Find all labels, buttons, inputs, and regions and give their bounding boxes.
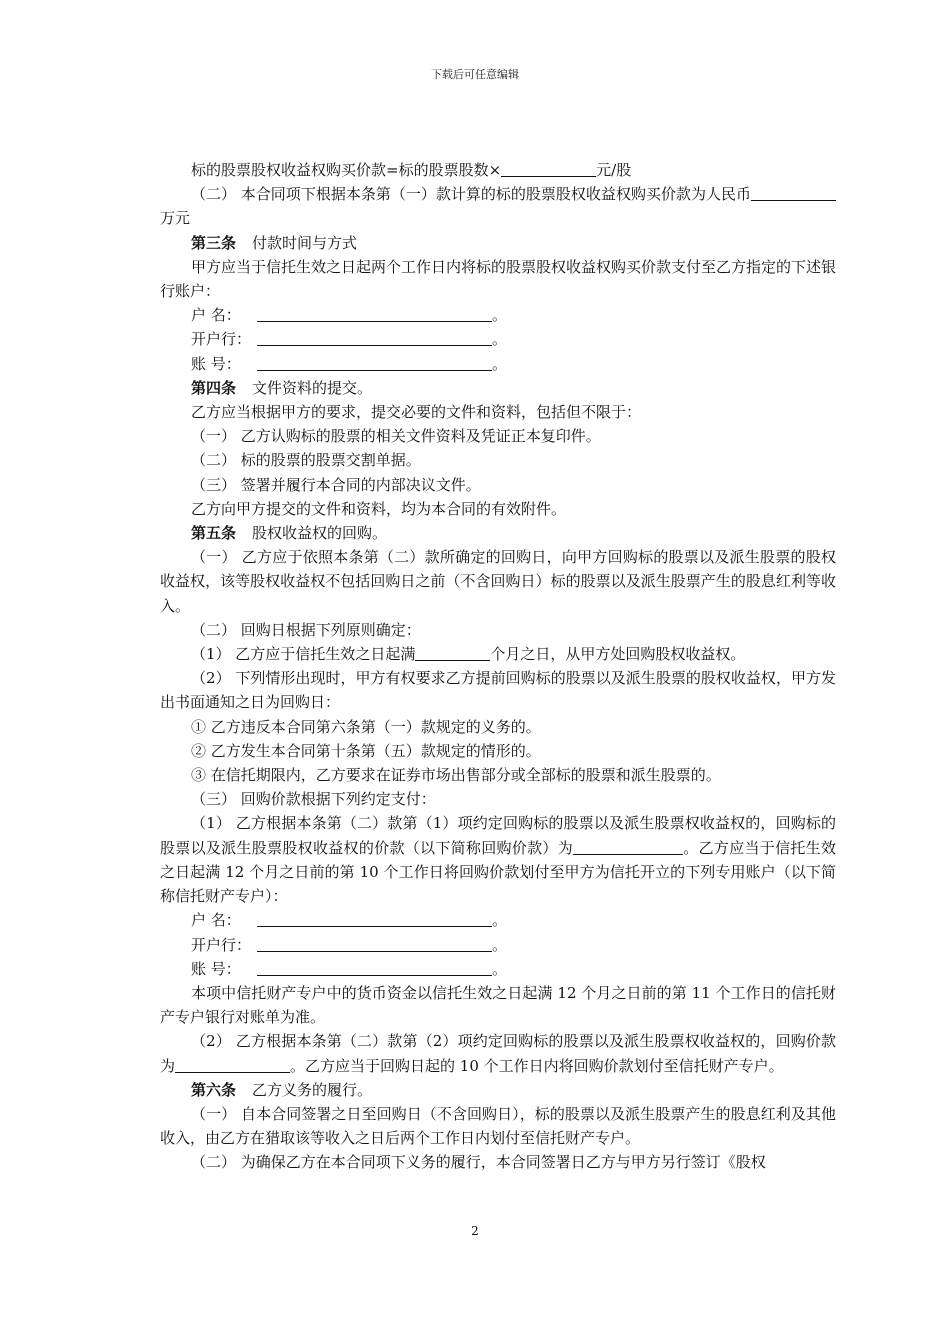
account-name-label: 户 名：: [191, 306, 241, 325]
article-4-number: 第四条: [191, 378, 237, 397]
blank-total-price[interactable]: [751, 184, 836, 201]
period: 。: [492, 306, 508, 325]
blank-account-number[interactable]: [257, 354, 492, 371]
period: 。: [492, 959, 508, 978]
article-4-title: 文件资料的提交。: [252, 378, 373, 397]
early-price-text-end: 。乙方应当于回购日起的 10 个工作日内将回购价款划付至信托财产专户。: [290, 1056, 784, 1075]
blank-trust-account-name[interactable]: [257, 910, 492, 927]
total-price-unit: 万元: [160, 209, 191, 228]
bank-line: [160, 327, 836, 351]
account-name-label: 户 名：: [191, 911, 241, 930]
blank-repurchase-price[interactable]: [573, 838, 683, 855]
trust-account-note: 本项中信托财产专户中的货币资金以信托生效之日起满 12 个月之日前的第 11 个工作日的信托财产专户银行对账单为准。: [160, 983, 836, 1027]
blank-price-per-share[interactable]: [501, 160, 596, 177]
trust-bank-line: [160, 933, 836, 957]
account-name-line: [160, 303, 836, 327]
blank-months[interactable]: [415, 644, 490, 661]
article-4-intro: 乙方应当根据甲方的要求，提交必要的文件和资料，包括但不限于：: [191, 403, 642, 422]
article-3-paragraph: 甲方应当于信托生效之日起两个工作日内将标的股票股权收益权购买价款支付至乙方指定的下述银行账户：: [160, 257, 837, 301]
bank-label: 开户行：: [191, 935, 252, 954]
article-5-clause-2-item-1: [160, 642, 836, 666]
article-3-heading: [160, 231, 836, 255]
price-formula-line: [160, 158, 836, 182]
period: 。: [492, 911, 508, 930]
early-price-text: （2） 乙方根据本条第（二）款第（2）项约定回购标的股票以及派生股票权收益权的，回购价款为: [160, 1032, 836, 1075]
article-6-clause-2: （二） 为确保乙方在本合同项下义务的履行，本合同签署日乙方与甲方另行签订《股权: [191, 1153, 766, 1172]
article-5-number: 第五条: [191, 524, 237, 543]
article-5-clause-3: （三） 回购价款根据下列约定支付：: [191, 790, 436, 809]
article-4-heading: [160, 376, 836, 400]
repurchase-price-text: （1） 乙方根据本条第（二）款第（1）项约定回购标的股票以及派生股票权收益权的，回购标的股票以及派生股票股权收益权的价款（以下简称回购价款）为: [160, 814, 836, 857]
blank-trust-account-number[interactable]: [257, 959, 492, 976]
condition-1: ① 乙方违反本合同第六条第（一）款规定的义务的。: [191, 717, 541, 736]
article-5-clause-2-item-2: （2） 下列情形出现时，甲方有权要求乙方提前回购标的股票以及派生股票的股权收益权，甲方发出书面通知之日为回购日：: [160, 669, 836, 712]
article-6-heading: [160, 1078, 836, 1102]
period: 。: [492, 935, 508, 954]
price-unit-text: 元/股: [596, 161, 632, 179]
article-4-item-3: （三） 签署并履行本合同的内部决议文件。: [191, 475, 481, 494]
blank-trust-bank[interactable]: [257, 935, 492, 952]
period: 。: [492, 354, 508, 373]
article-3-title: 付款时间与方式: [252, 233, 358, 252]
article-5-clause-1: （一） 乙方应于依照本条第（二）款所确定的回购日，向甲方回购标的股票以及派生股票的股权收益权，该等股权收益权不包括回购日之前（不含回购日）标的股票以及派生股票产生的股息红利等收入。: [160, 548, 836, 615]
period: 。: [492, 330, 508, 349]
condition-3: ③ 在信托期限内，乙方要求在证券市场出售部分或全部标的股票和派生股票的。: [191, 766, 721, 785]
contract-body: [160, 158, 836, 1175]
article-4-item-2: （二） 标的股票的股票交割单据。: [191, 451, 421, 470]
article-5-clause-3-item-1: [160, 811, 836, 908]
price-formula-text: 标的股票股权收益权购买价款=标的股票股数×: [191, 161, 502, 179]
account-number-line: [160, 352, 836, 376]
trust-account-name-line: [160, 908, 836, 932]
account-number-label: 账 号：: [191, 354, 241, 373]
page-number: 2: [471, 1224, 479, 1238]
blank-early-repurchase-price[interactable]: [175, 1056, 290, 1073]
article-6-number: 第六条: [191, 1080, 237, 1099]
article-5-title: 股权收益权的回购。: [252, 524, 388, 543]
article-5-heading: [160, 521, 836, 545]
article-5-clause-3-item-2: [160, 1029, 836, 1077]
article-6-clause-1: （一） 自本合同签署之日至回购日（不含回购日），标的股票以及派生股票产生的股息红利及其他收入，由乙方在猎取该等收入之日后两个工作日内划付至信托财产专户。: [160, 1104, 836, 1148]
condition-2: ② 乙方发生本合同第十条第（五）款规定的情形的。: [191, 741, 541, 760]
article-6-title: 乙方义务的履行。: [252, 1080, 373, 1099]
months-text-end: 个月之日，从甲方处回购股权收益权。: [490, 645, 746, 664]
trust-account-number-line: [160, 957, 836, 981]
blank-bank[interactable]: [257, 329, 492, 346]
months-text: （1） 乙方应于信托生效之日起满: [191, 645, 416, 664]
blank-account-name[interactable]: [257, 305, 492, 322]
bank-label: 开户行：: [191, 330, 252, 349]
article-3-number: 第三条: [191, 233, 237, 252]
page-header: 下载后可任意编辑: [431, 68, 519, 81]
article-4-closing: 乙方向甲方提交的文件和资料，均为本合同的有效附件。: [191, 499, 567, 518]
total-price-text: （二） 本合同项下根据本条第（一）款计算的标的股票股权收益权购买价款为人民币: [191, 185, 751, 204]
article-4-item-1: （一） 乙方认购标的股票的相关文件资料及凭证正本复印件。: [191, 427, 601, 446]
article-5-clause-2: （二） 回购日根据下列原则确定：: [191, 620, 421, 639]
repurchase-price-text-end: 。乙方应当于信托生效之日起满 12 个月之日前的第 10 个工作日将回购价款划付至甲方为信托开立的下列专用账户（以下简称信托财产专户）：: [160, 838, 836, 906]
account-number-label: 账 号：: [191, 959, 241, 978]
total-price-paragraph: [160, 182, 836, 230]
